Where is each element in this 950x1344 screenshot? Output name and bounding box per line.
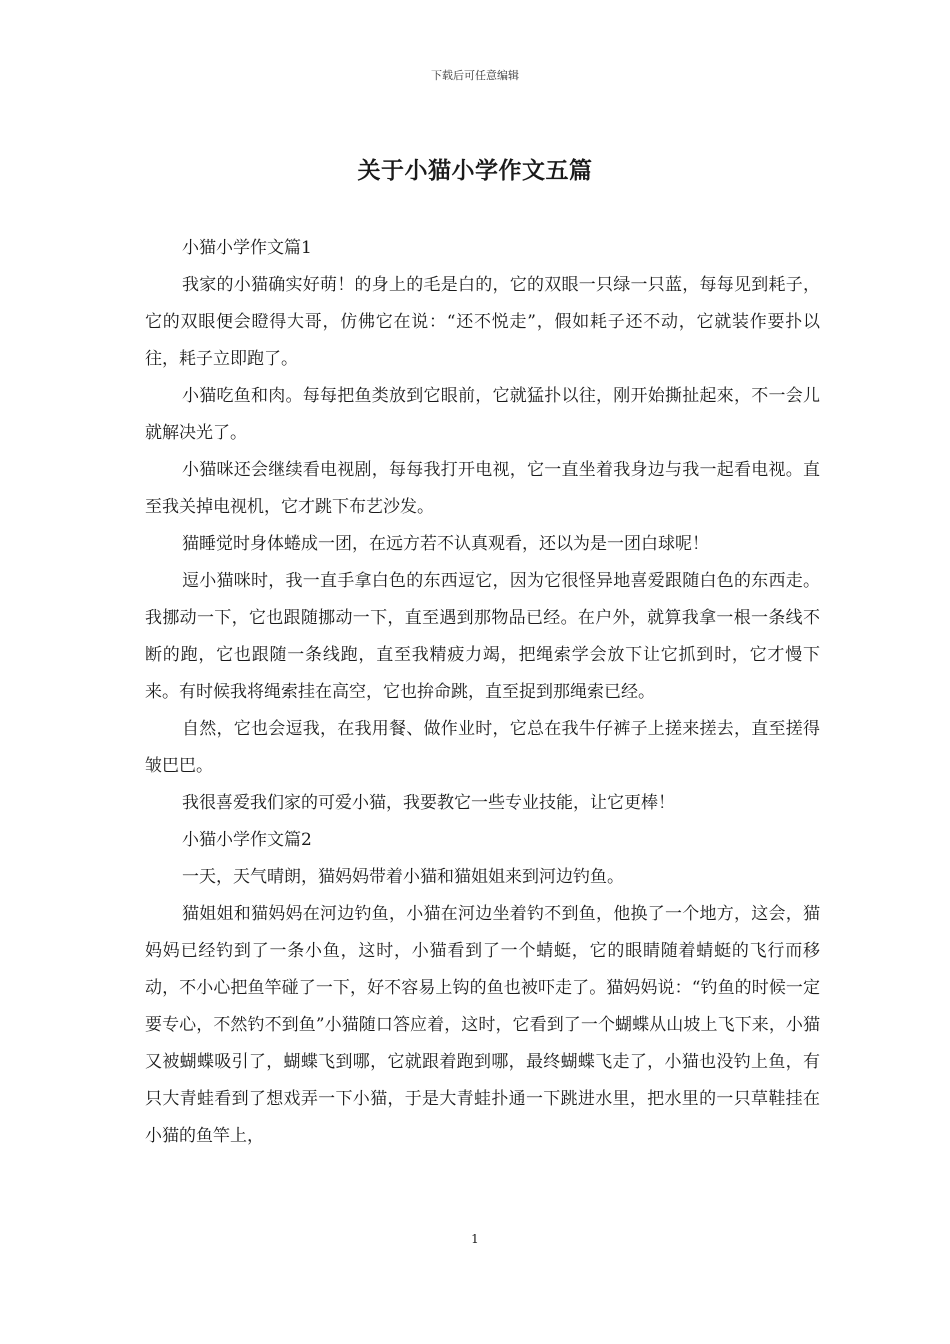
paragraph: 逗小猫咪时，我一直手拿白色的东西逗它，因为它很怪异地喜爱跟随白色的东西走。我挪动一下，它也跟随挪动一下，直至遇到那物品已经。在户外，就算我拿一根一条线不断的跑，它也跟随一条线跑，直至我精疲力竭，把绳索学会放下让它抓到时，它才慢下来。有时候我将绳索挂在高空，它也拚命跳，直至捉到那绳索已经。 bbox=[145, 571, 820, 702]
document-title: 关于小猫小学作文五篇 bbox=[357, 157, 593, 184]
section-heading: 小猫小学作文篇1 bbox=[182, 238, 312, 258]
section-heading: 小猫小学作文篇2 bbox=[182, 830, 312, 850]
page-number: 1 bbox=[471, 1232, 479, 1246]
paragraph: 我家的小猫确实好萌！的身上的毛是白的，它的双眼一只绿一只蓝，每每见到耗子，它的双眼便会瞪得大哥，仿佛它在说：“还不悦走”，假如耗子还不动，它就装作要扑以往，耗子立即跑了。 bbox=[145, 275, 820, 369]
document-body bbox=[145, 230, 820, 1155]
paragraph: 自然，它也会逗我，在我用餐、做作业时，它总在我牛仔裤子上搓来搓去，直至搓得皱巴巴。 bbox=[145, 719, 820, 776]
paragraph: 小猫吃鱼和肉。每每把鱼类放到它眼前，它就猛扑以往，刚开始撕扯起來，不一会儿就解决光了。 bbox=[145, 386, 820, 443]
paragraph: 我很喜爱我们家的可爱小猫，我要教它一些专业技能，让它更棒！ bbox=[182, 793, 675, 813]
paragraph: 猫姐姐和猫妈妈在河边钓鱼，小猫在河边坐着钓不到鱼，他换了一个地方，这会，猫妈妈已经钓到了一条小鱼，这时，小猫看到了一个蜻蜓，它的眼睛随着蜻蜓的飞行而移动，不小心把鱼竿碰了一下，好不容易上钩的鱼也被吓走了。猫妈妈说：“钓鱼的时候一定要专心，不然钓不到鱼”小猫随口答应着，这时，它看到了一个蝴蝶从山坡上飞下来，小猫又被蝴蝶吸引了，蝴蝶飞到哪，它就跟着跑到哪，最终蝴蝶飞走了，小猫也没钓上鱼，有只大青蛙看到了想戏弄一下小猫，于是大青蛙扑通一下跳进水里，把水里的一只草鞋挂在小猫的鱼竿上， bbox=[145, 904, 820, 1146]
paragraph: 猫睡觉时身体蜷成一团，在远方若不认真观看，还以为是一团白球呢！ bbox=[182, 534, 709, 554]
paragraph: 小猫咪还会继续看电视剧，每每我打开电视，它一直坐着我身边与我一起看电视。直至我关掉电视机，它才跳下布艺沙发。 bbox=[145, 460, 820, 517]
paragraph: 一天，天气晴朗，猫妈妈带着小猫和猫姐姐来到河边钓鱼。 bbox=[182, 867, 624, 887]
page-header-note: 下载后可任意编辑 bbox=[431, 69, 519, 82]
